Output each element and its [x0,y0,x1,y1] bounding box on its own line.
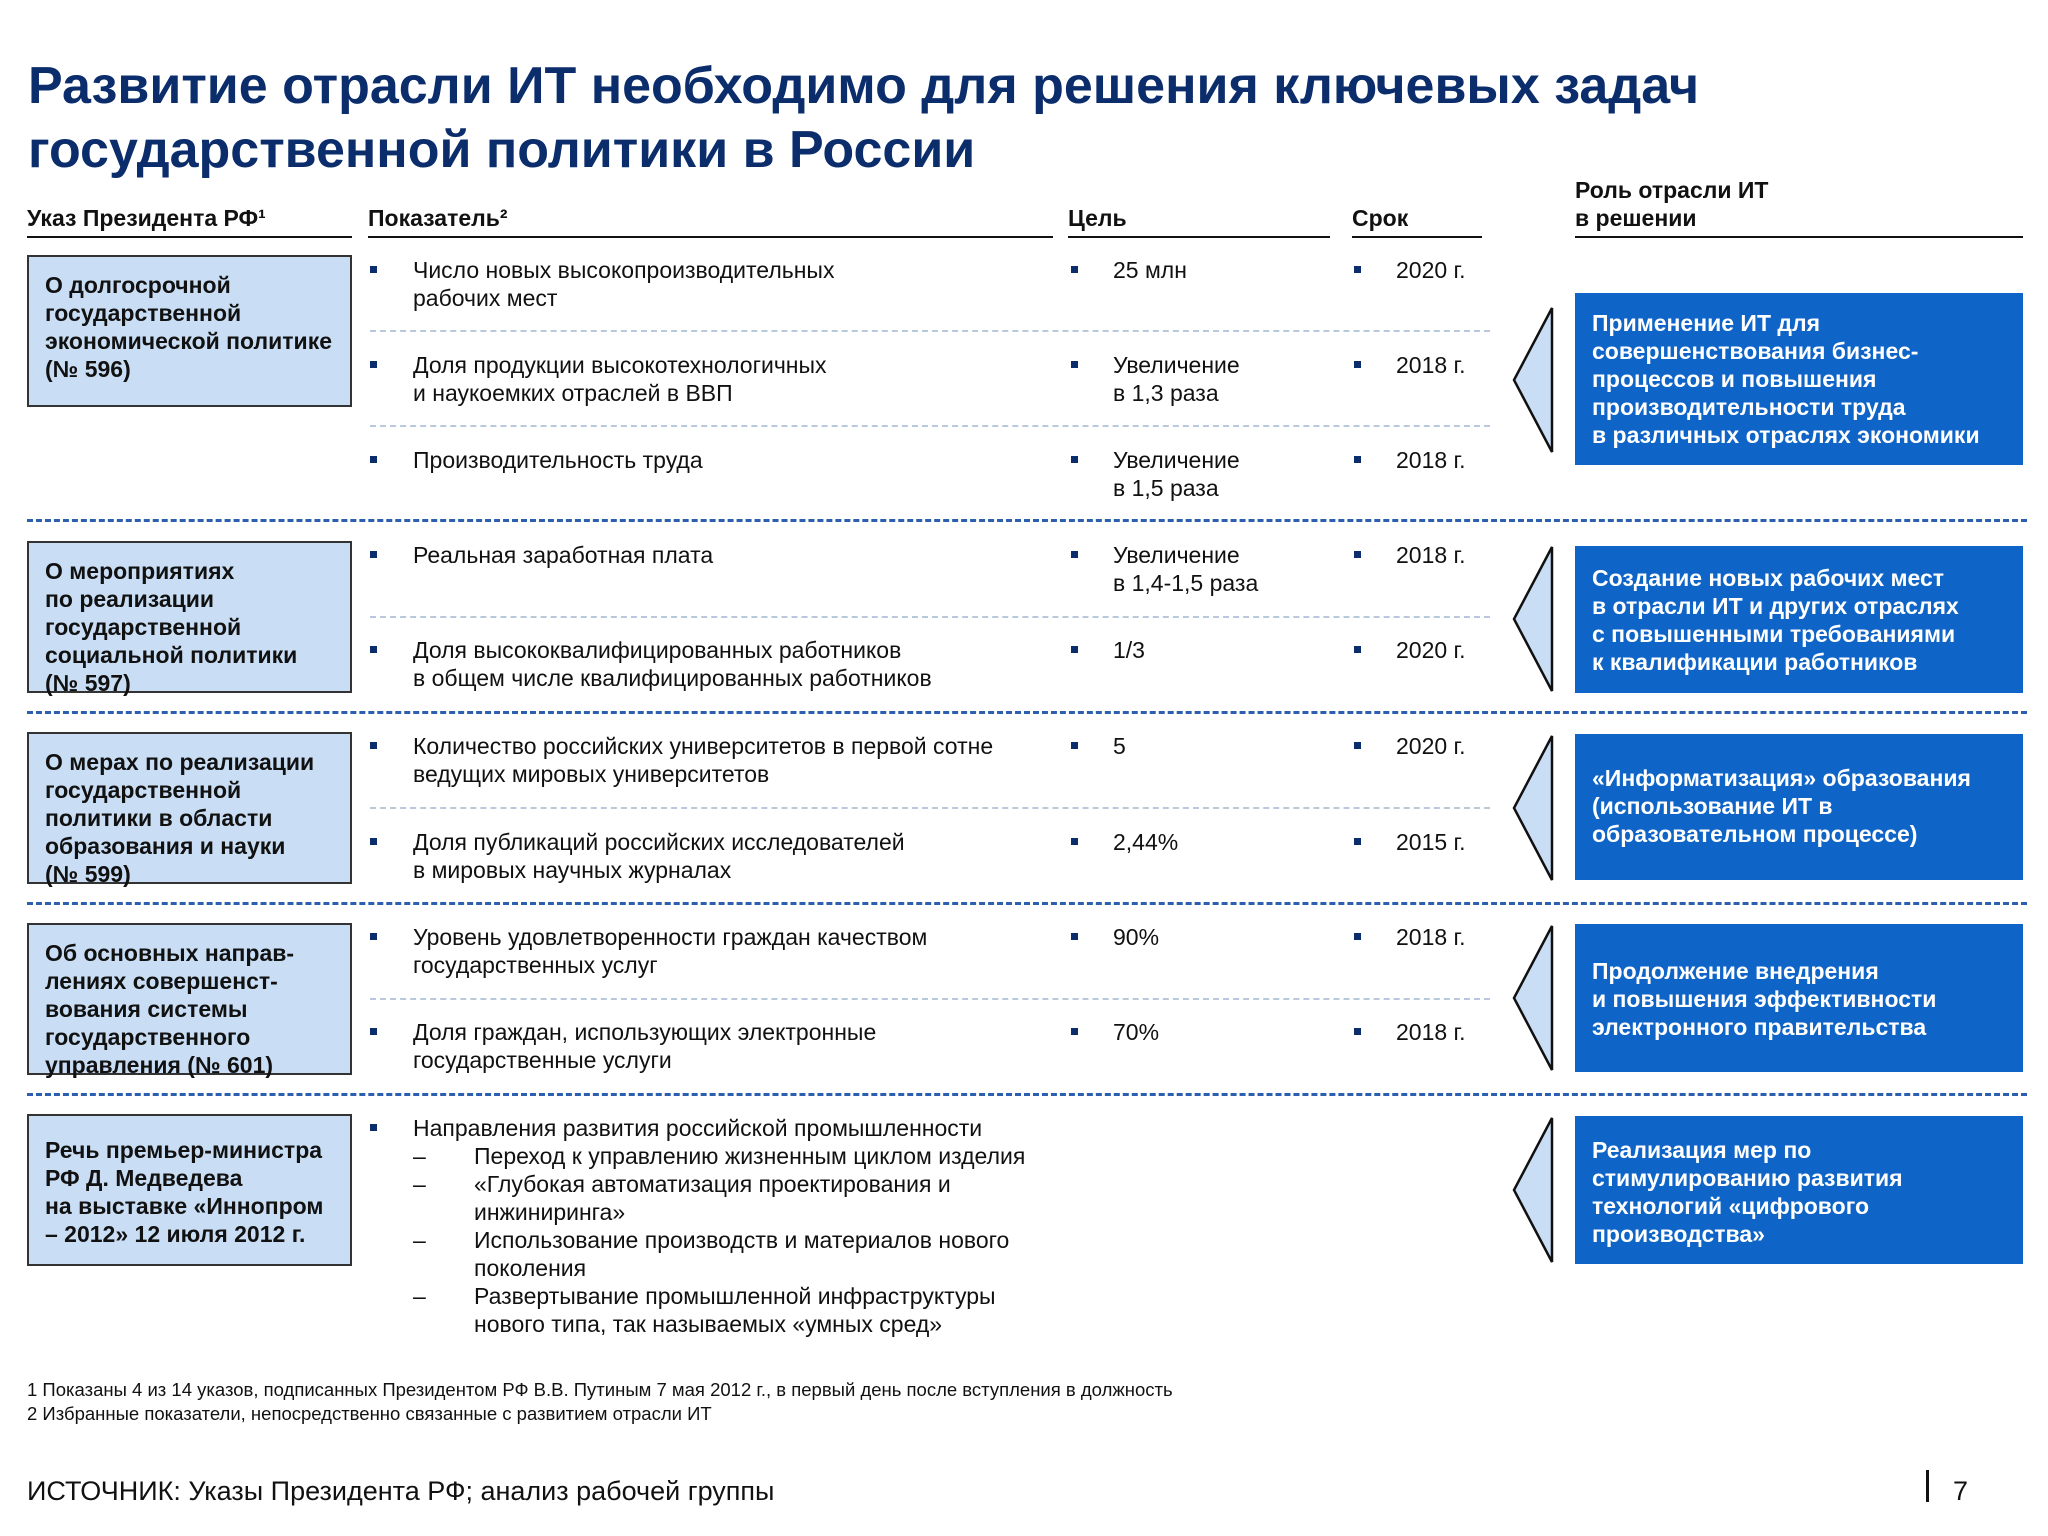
indicator-text: Реальная заработная плата [413,542,714,568]
bullet-icon [1071,551,1078,558]
role-box [1575,1116,2023,1264]
indicator-text: Число новых высокопроизводительных рабочих мест [413,257,835,311]
decree-label: Об основных направ- лениях совершенст- вования системы государственного управления (№ 601) [45,940,295,1078]
bullet-icon [1071,646,1078,653]
column-header-indicator: Показатель² [368,204,1053,238]
indicator-text: Уровень удовлетворенности граждан качеством государственных услуг [413,924,928,978]
source-note: ИСТОЧНИК: Указы Президента РФ; анализ рабочей группы [27,1476,775,1506]
decree-box-597 [27,541,352,696]
bullet-icon [1354,838,1361,845]
section-divider [27,902,2027,905]
goal-text: 70% [1113,1019,1160,1045]
bullet-icon [370,266,377,273]
bullet-icon [1071,1028,1078,1035]
row-divider [370,425,1490,427]
term-text: 2018 г. [1396,542,1466,568]
industry-item-text: «Глубокая автоматизация проектирования и инжиниринга» [474,1171,951,1225]
role-text: «Информатизация» образования (использование ИТ в образовательном процессе) [1592,765,1971,847]
bullet-icon [1071,742,1078,749]
indicator-text: Доля граждан, использующих электронные государственные услуги [413,1019,877,1073]
bullet-icon [1354,361,1361,368]
bullet-icon [1354,456,1361,463]
dash-icon: – [413,1171,426,1197]
term-text: 2020 г. [1396,733,1466,759]
bullet-icon [1071,266,1078,273]
role-text: Продолжение внедрения и повышения эффективности электронного правительства [1592,958,1937,1040]
footnote: 1 Показаны 4 из 14 указов, подписанных Президентом РФ В.В. Путиным 7 мая 2012 г., в первый день после вступления в должность [27,1379,1173,1400]
bullet-icon [1071,933,1078,940]
bullet-icon [370,551,377,558]
indicator-text: Доля публикаций российских исследователей в мировых научных журналах [413,829,905,883]
goal-text: 2,44% [1113,829,1179,855]
industry-heading: Направления развития российской промышленности [413,1115,983,1141]
column-header-decree: Указ Президента РФ¹ [27,204,352,238]
term-text: 2015 г. [1396,829,1466,855]
industry-item-text: Использование производств и материалов нового поколения [474,1227,1010,1281]
goal-text: Увеличение в 1,5 раза [1113,447,1240,501]
decree-label: О долгосрочной государственной экономической политике (№ 596) [45,272,332,382]
indicator-text: Доля продукции высокотехнологичных и наукоемких отраслей в ВВП [413,352,827,406]
section-divider [27,711,2027,714]
bullet-icon [370,838,377,845]
goal-text: 5 [1113,733,1126,759]
term-text: 2018 г. [1396,352,1466,378]
indicator-text: Количество российских университетов в первой сотне ведущих мировых университетов [413,733,994,787]
indicator-text: Производительность труда [413,447,703,473]
decree-box-599 [27,732,352,887]
dash-icon: – [413,1283,426,1309]
row-divider [370,616,1490,618]
goal-text: 1/3 [1113,637,1145,663]
decree-label: О мероприятиях по реализации государственной социальной политики (№ 597) [45,558,298,696]
bullet-icon [1071,838,1078,845]
role-box [1575,734,2023,880]
dash-icon: – [413,1227,426,1253]
bullet-icon [370,933,377,940]
term-text: 2018 г. [1396,1019,1466,1045]
indicator-text: Доля высококвалифицированных работников в общем числе квалифицированных работников [413,637,932,691]
bullet-icon [370,1124,377,1131]
column-header-role: Роль отрасли ИТ в решении [1575,176,2023,238]
bullet-icon [370,1028,377,1035]
bullet-icon [1354,646,1361,653]
footnote: 2 Избранные показатели, непосредственно связанные с развитием отрасли ИТ [27,1403,712,1424]
bullet-icon [370,646,377,653]
industry-item-text: Переход к управлению жизненным циклом изделия [474,1143,1026,1169]
role-box [1575,924,2023,1072]
role-box [1575,293,2023,465]
bullet-icon [1354,551,1361,558]
goal-text: 25 млн [1113,257,1187,283]
term-text: 2020 г. [1396,637,1466,663]
speech-box-medvedev [27,1114,352,1266]
section-divider [27,519,2027,522]
section-divider [27,1093,2027,1096]
page-number: 7 [1953,1476,1969,1506]
role-box [1575,546,2023,693]
row-divider [370,330,1490,332]
bullet-icon [1354,1028,1361,1035]
bullet-icon [1354,742,1361,749]
bullet-icon [370,361,377,368]
row-divider [370,998,1490,1000]
triangle-arrow-icon [1512,545,1554,693]
role-text: Применение ИТ для совершенствования бизнес- процессов и повышения производительности труда в различных отраслях экономики [1592,310,1980,448]
bullet-icon [1071,361,1078,368]
page-title: Развитие отрасли ИТ необходимо для решения ключевых задач государственной политики в России [28,57,1700,179]
goal-text: 90% [1113,924,1160,950]
bullet-icon [1354,266,1361,273]
triangle-arrow-icon [1512,734,1554,882]
page-number-divider [1926,1470,1929,1502]
row-divider [370,807,1490,809]
industry-item-text: Развертывание промышленной инфраструктуры нового типа, так называемых «умных сред» [474,1283,996,1337]
triangle-arrow-icon [1512,306,1554,454]
role-text: Создание новых рабочих мест в отрасли ИТ и других отраслях с повышенными требованиями к квалификации работников [1592,565,1959,675]
goal-text: Увеличение в 1,3 раза [1113,352,1240,406]
decree-box-596 [27,255,352,407]
triangle-arrow-icon [1512,1116,1554,1264]
bullet-icon [370,742,377,749]
term-text: 2020 г. [1396,257,1466,283]
decree-label: Речь премьер-министра РФ Д. Медведева на выставке «Иннопром – 2012» 12 июля 2012 г. [45,1137,324,1247]
triangle-arrow-icon [1512,924,1554,1072]
decree-box-601 [27,923,352,1078]
column-header-term: Срок [1352,204,1482,238]
column-header-goal: Цель [1068,204,1330,238]
bullet-icon [370,456,377,463]
role-text: Реализация мер по стимулированию развития технологий «цифрового производства» [1592,1137,1903,1247]
term-text: 2018 г. [1396,924,1466,950]
bullet-icon [1354,933,1361,940]
decree-label: О мерах по реализации государственной политики в области образования и науки (№ 599) [45,749,315,887]
term-text: 2018 г. [1396,447,1466,473]
dash-icon: – [413,1143,426,1169]
bullet-icon [1071,456,1078,463]
goal-text: Увеличение в 1,4-1,5 раза [1113,542,1259,596]
